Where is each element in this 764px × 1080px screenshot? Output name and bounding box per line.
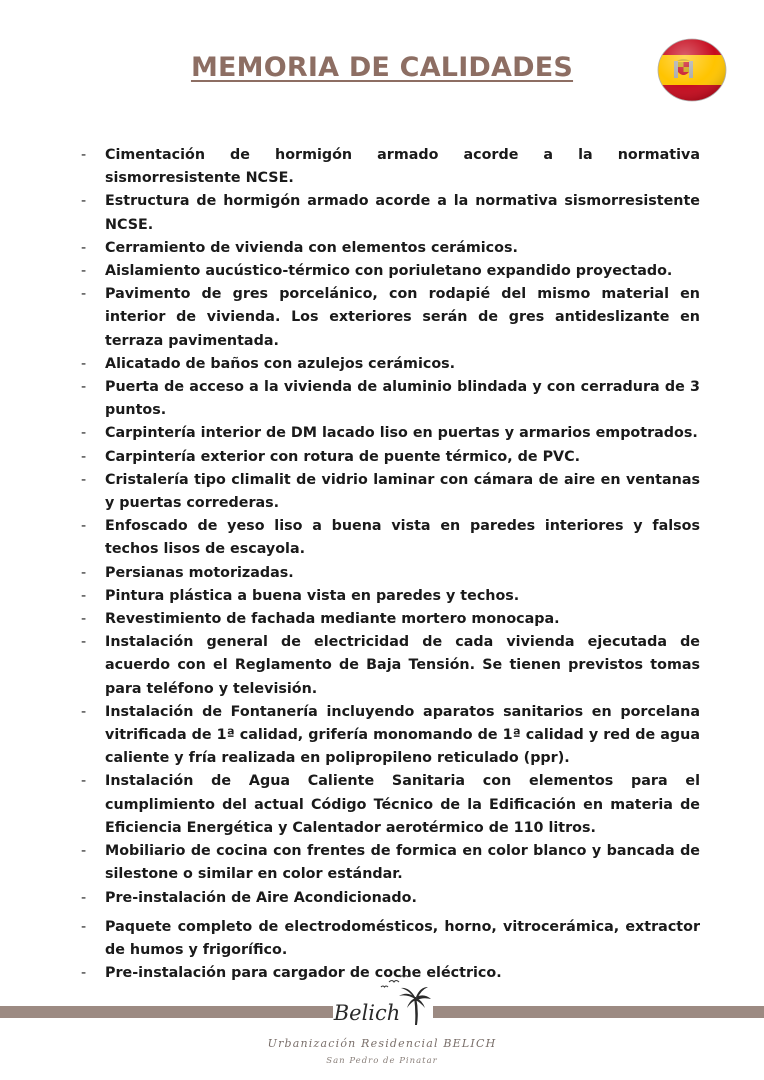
logo-text: Belich: [333, 1001, 401, 1025]
list-item: - Pavimento de gres porcelánico, con rodapié del mismo material en interior de vivienda. Los exteriores serán de gres antideslizante en terraza pavimentada.: [80, 283, 700, 353]
page-title-text: MEMORIA DE CALIDADES: [190, 52, 574, 83]
list-item: - Pre-instalación de Aire Acondicionado.: [80, 887, 700, 910]
page-title: [0, 52, 764, 83]
list-item: - Paquete completo de electrodomésticos, horno, vitrocerámica, extractor de humos y frigorífico.: [80, 916, 700, 962]
spain-flag-icon: [656, 37, 728, 103]
qualities-list: [80, 144, 700, 985]
footer-location: San Pedro de Pinatar: [326, 1056, 438, 1066]
list-item: - Pintura plástica a buena vista en paredes y techos.: [80, 585, 700, 608]
list-item: - Enfoscado de yeso liso a buena vista en paredes interiores y falsos techos lisos de escayola.: [80, 515, 700, 561]
belich-logo: [327, 973, 439, 1035]
list-item: - Revestimiento de fachada mediante mortero monocapa.: [80, 608, 700, 631]
list-item: - Aislamiento aucústico-térmico con poriuletano expandido proyectado.: [80, 260, 700, 283]
list-item: - Puerta de acceso a la vivienda de aluminio blindada y con cerradura de 3 puntos.: [80, 376, 700, 422]
list-item: - Cristalería tipo climalit de vidrio laminar con cámara de aire en ventanas y puertas correderas.: [80, 469, 700, 515]
footer-residential-name: Urbanización Residencial BELICH: [267, 1037, 497, 1050]
list-item: - Instalación de Agua Caliente Sanitaria con elementos para el cumplimiento del actual Código Técnico de la Edificación en materia de Eficiencia Energética y Calentador aerotérmico de 110 litros.: [80, 770, 700, 840]
list-item: - Carpintería exterior con rotura de puente térmico, de PVC.: [80, 446, 700, 469]
list-item: - Cerramiento de vivienda con elementos cerámicos.: [80, 237, 700, 260]
list-item: - Instalación general de electricidad de cada vivienda ejecutada de acuerdo con el Reglamento de Baja Tensión. Se tienen previstos tomas para teléfono y televisión.: [80, 631, 700, 701]
list-item: - Persianas motorizadas.: [80, 562, 700, 585]
list-item: - Carpintería interior de DM lacado liso en puertas y armarios empotrados.: [80, 422, 700, 445]
list-item: - Instalación de Fontanería incluyendo aparatos sanitarios en porcelana vitrificada de 1ª calidad, grifería monomando de 1ª calidad y red de agua caliente y fría realizada en polipropileno reticulado (ppr).: [80, 701, 700, 771]
list-item: - Mobiliario de cocina con frentes de formica en color blanco y bancada de silestone o similar en color estándar.: [80, 840, 700, 886]
list-item: - Cimentación de hormigón armado acorde a la normativa sismorresistente NCSE.: [80, 144, 700, 190]
list-item: - Pre-instalación para cargador de coche eléctrico.: [80, 962, 700, 985]
list-item: - Alicatado de baños con azulejos cerámicos.: [80, 353, 700, 376]
list-item: - Estructura de hormigón armado acorde a la normativa sismorresistente NCSE.: [80, 190, 700, 236]
